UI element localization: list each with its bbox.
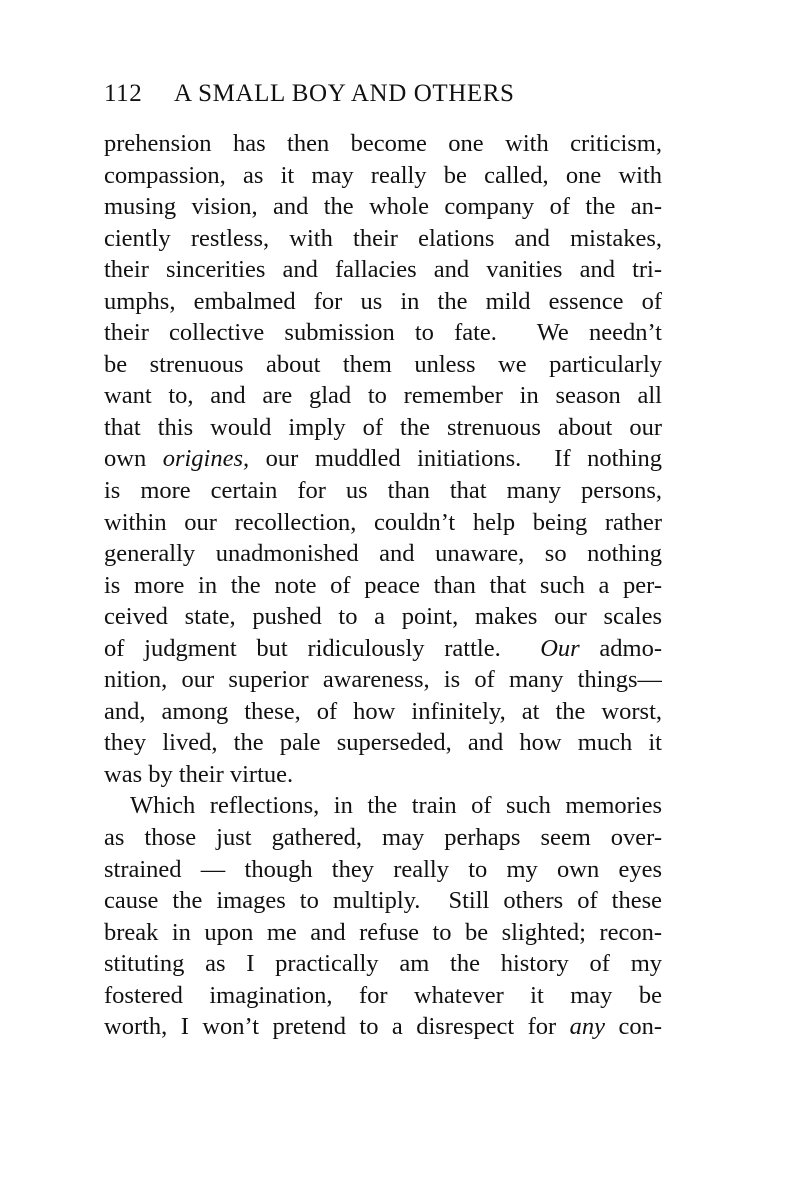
running-head	[104, 80, 664, 112]
text-segment: their sincerities and fallacies and vanities and tri-	[104, 256, 662, 284]
text-segment: was by their virtue.	[104, 760, 294, 788]
text-line	[104, 790, 662, 822]
text-segment: stituting as I practically am the history of my	[104, 950, 662, 978]
text-segment: their collective submission to fate. We needn’t	[104, 319, 662, 347]
page-number: 112	[104, 80, 143, 107]
text-segment: cause the images to multiply. Still others of these	[104, 887, 662, 915]
text-line	[104, 349, 662, 381]
text-line	[104, 948, 662, 980]
text-line	[104, 223, 662, 255]
text-line	[104, 570, 662, 602]
text-line	[104, 380, 662, 412]
text-segment: be strenuous about them unless we particularly	[104, 350, 662, 378]
text-segment: musing vision, and the whole company of the an-	[104, 193, 662, 221]
italic-text: origines,	[162, 445, 250, 473]
text-line	[104, 412, 662, 444]
italic-text: any	[569, 1013, 606, 1041]
text-segment: nition, our superior awareness, is of many things—	[104, 666, 662, 694]
text-segment: is more in the note of peace than that such a per-	[104, 571, 662, 599]
text-segment: ceived state, pushed to a point, makes our scales	[104, 603, 662, 631]
text-segment: con-	[605, 1013, 662, 1041]
text-segment: our muddled initiations. If nothing	[249, 445, 662, 473]
text-line	[104, 1011, 662, 1043]
text-line	[104, 443, 662, 475]
text-segment: strained — though they really to my own eyes	[104, 855, 662, 883]
text-segment: compassion, as it may really be called, one with	[104, 161, 662, 189]
text-line	[104, 286, 662, 318]
text-line	[104, 160, 662, 192]
running-title: A SMALL BOY AND OTHERS	[174, 80, 515, 107]
text-line	[104, 633, 662, 665]
text-line	[104, 128, 662, 160]
text-segment: fostered imagination, for whatever it may be	[104, 981, 662, 1009]
text-line	[104, 191, 662, 223]
italic-text: Our	[540, 634, 580, 662]
text-line	[104, 917, 662, 949]
text-line	[104, 538, 662, 570]
text-line	[104, 980, 662, 1012]
text-line	[104, 664, 662, 696]
text-segment: admo-	[579, 634, 662, 662]
text-segment: own	[104, 445, 163, 473]
text-segment: generally unadmonished and unaware, so nothing	[104, 540, 662, 568]
text-segment: as those just gathered, may perhaps seem over-	[104, 824, 662, 852]
text-segment: Which reflections, in the train of such memories	[130, 792, 662, 820]
text-line	[104, 822, 662, 854]
text-line	[104, 601, 662, 633]
text-segment: ciently restless, with their elations and mistakes,	[104, 224, 662, 252]
text-segment: they lived, the pale superseded, and how much it	[104, 729, 662, 757]
text-line	[104, 475, 662, 507]
text-segment: that this would imply of the strenuous about our	[104, 413, 662, 441]
text-line	[104, 696, 662, 728]
text-segment: worth, I won’t pretend to a disrespect for	[104, 1013, 570, 1041]
text-line	[104, 254, 662, 286]
text-line	[104, 759, 662, 791]
text-line	[104, 727, 662, 759]
text-segment: break in upon me and refuse to be slighted; recon-	[104, 918, 662, 946]
body-text	[104, 128, 662, 1043]
text-line	[104, 885, 662, 917]
text-line	[104, 507, 662, 539]
text-segment: is more certain for us than that many persons,	[104, 477, 662, 505]
text-segment: of judgment but ridiculously rattle.	[104, 634, 541, 662]
text-segment: umphs, embalmed for us in the mild essence of	[104, 287, 662, 315]
text-segment: want to, and are glad to remember in season all	[104, 382, 662, 410]
text-segment: and, among these, of how infinitely, at the worst,	[104, 697, 662, 725]
text-line	[104, 854, 662, 886]
text-segment: prehension has then become one with criticism,	[104, 130, 662, 157]
text-segment: within our recollection, couldn’t help being rather	[104, 508, 662, 536]
text-line	[104, 317, 662, 349]
